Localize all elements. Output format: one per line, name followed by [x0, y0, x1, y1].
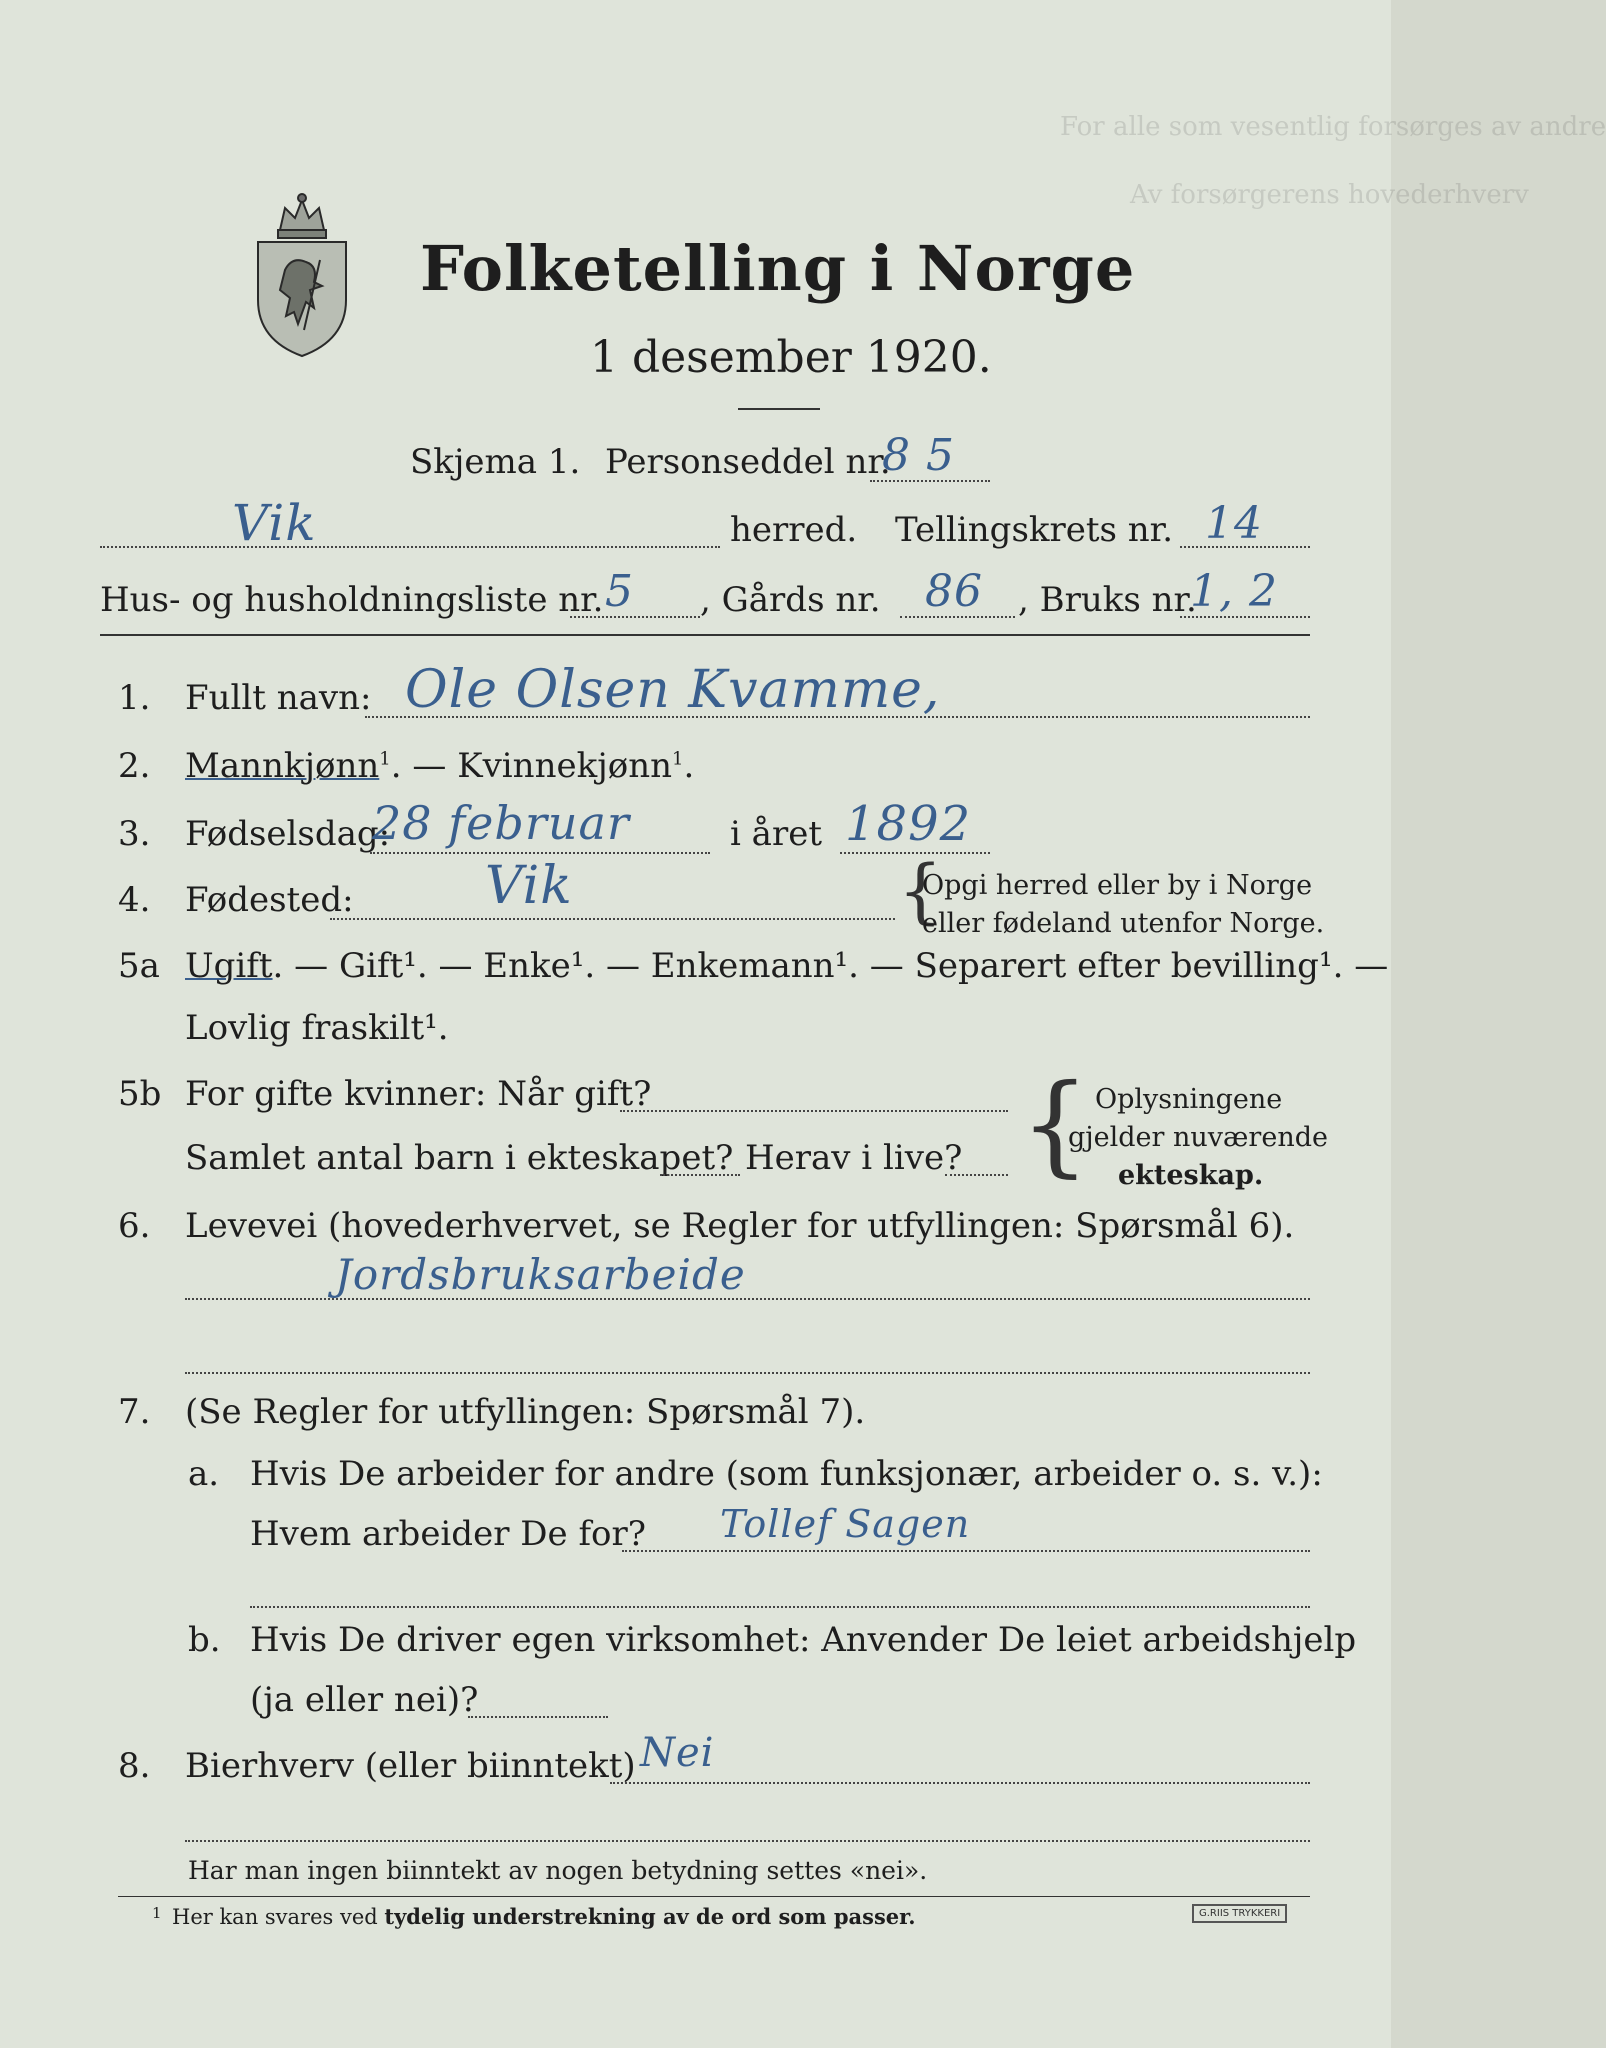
employer-value: Tollef Sagen [720, 1502, 971, 1546]
marriage-note-2: gjelder nuværende [1068, 1122, 1328, 1153]
full-name-value: Ole Olsen Kvamme, [405, 660, 941, 720]
full-name-label: Fullt navn: [185, 678, 372, 718]
norwegian-coat-of-arms-icon [250, 190, 354, 360]
q1-number: 1. [118, 678, 151, 718]
marital-divorced-option: Lovlig fraskilt¹. [185, 1008, 449, 1048]
birth-year-label: i året [730, 814, 822, 854]
tellingskrets-value: 14 [1205, 498, 1263, 549]
marriage-note-3: ekteskap. [1118, 1160, 1264, 1191]
marital-unmarried-option: Ugift [185, 946, 273, 986]
footnote-separator [118, 1896, 1310, 1897]
gender-female-option: Kvinnekjønn [457, 746, 672, 786]
q7-number: 7. [118, 1392, 151, 1432]
census-date: 1 desember 1920. [590, 332, 992, 383]
tellingskrets-label: Tellingskrets nr. [895, 510, 1174, 550]
employer-line [622, 1550, 1310, 1552]
footnote-text-b: tydelig understrekning av de ord som passer. [384, 1904, 916, 1929]
employer-label: Hvem arbeider De for? [250, 1514, 646, 1554]
separator: . — [390, 746, 458, 786]
footnote-text-a: Her kan svares ved [172, 1905, 385, 1929]
bleed-through-text: Av forsørgerens hovederhverv [1130, 180, 1529, 210]
q2-number: 2. [118, 746, 151, 786]
marital-other-options: . — Gift¹. — Enke¹. — Enkemann¹. — Separert efter bevilling¹. — [272, 946, 1389, 986]
period: . [683, 746, 695, 786]
birthdate-line [370, 852, 710, 854]
married-when-line [620, 1110, 1008, 1112]
q5b-number: 5b [118, 1074, 162, 1114]
footer-note: Har man ingen biinntekt av nogen betydning settes «nei». [188, 1856, 928, 1885]
herred-value: Vik [232, 494, 317, 552]
children-label: Samlet antal barn i ekteskapet? [185, 1138, 734, 1178]
title-divider [738, 408, 820, 410]
gards-label: , Gårds nr. [700, 580, 881, 620]
footnote-marker: 1 [379, 748, 391, 770]
household-list-label: Hus- og husholdningsliste nr. [100, 580, 604, 620]
household-list-line [570, 616, 700, 618]
married-when-label: For gifte kvinner: Når gift? [185, 1074, 652, 1114]
birthplace-note-1: Opgi herred eller by i Norge [922, 870, 1313, 901]
q7b-question: Hvis De driver egen virksomhet: Anvender De leiet arbeidshjelp [250, 1620, 1357, 1660]
birthplace-note-2: eller fødeland utenfor Norge. [922, 908, 1325, 939]
q3-number: 3. [118, 814, 151, 854]
footnote-number: 1 [152, 1904, 162, 1922]
household-list-value: 5 [605, 566, 634, 617]
children-alive-line [945, 1174, 1008, 1176]
occupation-label: Levevei (hovederhvervet, se Regler for utfyllingen: Spørsmål 6). [185, 1206, 1295, 1246]
hired-help-line [468, 1716, 608, 1718]
herred-line [100, 546, 720, 548]
secondary-income-line [610, 1782, 1310, 1784]
brace: { [1020, 1060, 1090, 1188]
personseddel-value: 8 5 [882, 430, 955, 481]
secondary-income-label: Bierhverv (eller biinntekt) [185, 1746, 636, 1786]
schema-label: Skjema 1. [410, 442, 581, 482]
bruks-label: , Bruks nr. [1018, 580, 1197, 620]
employer-line-2 [250, 1606, 1310, 1608]
secondary-income-value: Nei [640, 1730, 715, 1776]
occupation-value: Jordsbruksarbeide [335, 1250, 746, 1299]
marriage-note-1: Oplysningene [1095, 1084, 1283, 1115]
secondary-income-line-2 [185, 1840, 1310, 1842]
footnote-text [172, 1904, 916, 1929]
bleed-through-text: For alle som vesentlig forsørges av andre [1060, 112, 1606, 142]
header-separator [100, 634, 1310, 636]
birthplace-value: Vik [485, 856, 573, 916]
form-title: Folketelling i Norge [420, 232, 1136, 305]
children-line [660, 1174, 740, 1176]
marital-status-options [185, 946, 1388, 986]
birthplace-line [330, 918, 895, 920]
q4-number: 4. [118, 880, 151, 920]
q8-number: 8. [118, 1746, 151, 1786]
q5a-number: 5a [118, 946, 160, 986]
birthplace-label: Fødested: [185, 880, 354, 920]
birthdate-value: 28 februar [372, 796, 630, 850]
q7a-letter: a. [188, 1454, 220, 1494]
brace: { [898, 850, 943, 932]
gards-value: 86 [925, 566, 983, 617]
footnote-marker: 1 [672, 748, 684, 770]
hired-help-label: (ja eller nei)? [250, 1680, 479, 1720]
birthdate-label: Fødselsdag: [185, 814, 391, 854]
occupation-line-2 [185, 1372, 1310, 1374]
gender-male-option: Mannkjønn [185, 746, 380, 786]
personseddel-label: Personseddel nr. [605, 442, 891, 482]
q7a-question: Hvis De arbeider for andre (som funksjonær, arbeider o. s. v.): [250, 1454, 1323, 1494]
birth-year-value: 1892 [845, 796, 972, 852]
q7-label: (Se Regler for utfyllingen: Spørsmål 7). [185, 1392, 866, 1432]
bruks-value: 1, 2 [1190, 566, 1278, 617]
herred-label: herred. [730, 510, 858, 550]
children-alive-label: Herav i live? [745, 1138, 963, 1178]
q7b-letter: b. [188, 1620, 221, 1660]
printer-stamp: G.RIIS TRYKKERI [1192, 1904, 1287, 1923]
q6-number: 6. [118, 1206, 151, 1246]
gender-options [185, 746, 694, 786]
